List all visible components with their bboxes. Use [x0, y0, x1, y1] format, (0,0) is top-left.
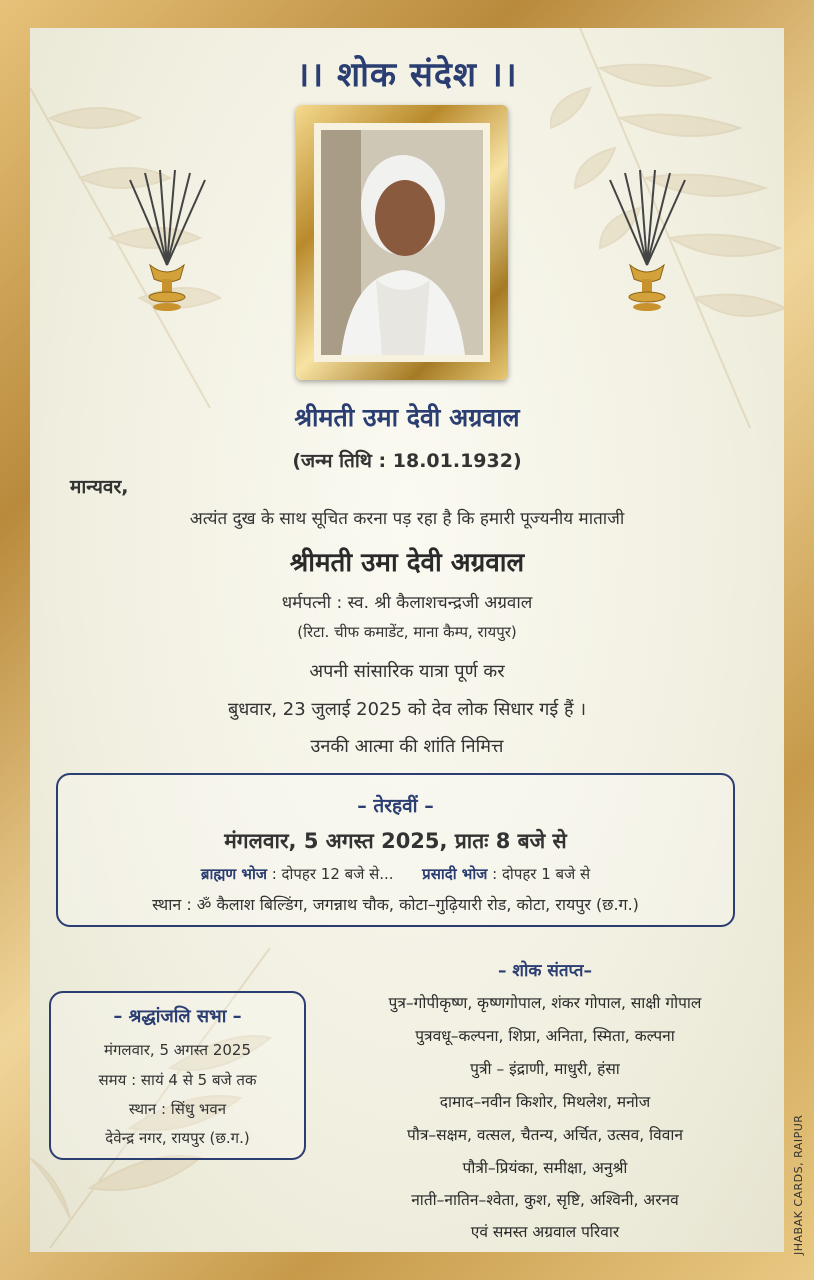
- brahman-bhoj-time: : दोपहर 12 बजे से...: [266, 865, 394, 883]
- announcement-line: अत्यंत दुख के साथ सूचित करना पड़ रहा है कि हमारी पूज्यनीय माताजी: [189, 509, 625, 529]
- terahvi-heading: – तेरहवीं –: [357, 795, 434, 817]
- prasadi-bhoj-time: : दोपहर 1 बजे से: [487, 865, 591, 883]
- terahvi-datetime: मंगलवार, 5 अगस्त 2025, प्रातः 8 बजे से: [224, 829, 567, 853]
- salutation: मान्यवर,: [70, 476, 129, 498]
- portrait-frame: [296, 105, 508, 380]
- portrait-photo: [321, 130, 483, 355]
- brahman-bhoj-label: ब्राह्मण भोज: [200, 865, 267, 883]
- peace-line: उनकी आत्मा की शांति निमित्त: [310, 736, 504, 757]
- list-item: पुत्र–गोपीकृष्ण, कृष्णगोपाल, शंकर गोपाल, साक्षी गोपाल: [388, 994, 702, 1012]
- deceased-name: श्रीमती उमा देवी अग्रवाल: [294, 403, 520, 432]
- page-title: ।। शोक संदेश ।।: [296, 55, 518, 95]
- death-date-line: बुधवार, 23 जुलाई 2025 को देव लोक सिधार गई हैं ।: [227, 699, 587, 720]
- shraddhanjali-date: मंगलवार, 5 अगस्त 2025: [103, 1041, 252, 1059]
- birth-date: (जन्म तिथि : 18.01.1932): [292, 450, 522, 472]
- shraddhanjali-address: देवेन्द्र नगर, रायपुर (छ.ग.): [105, 1129, 250, 1147]
- deceased-name-repeat: श्रीमती उमा देवी अग्रवाल: [289, 548, 525, 578]
- mourners-list: [320, 958, 770, 1248]
- list-item: दामाद–नवीन किशोर, मिथलेश, मनोज: [439, 1093, 651, 1111]
- incense-lamp-right-icon: [600, 165, 695, 315]
- list-item: एवं समस्त अग्रवाल परिवार: [470, 1223, 620, 1241]
- list-item: पुत्रवधू–कल्पना, शिप्रा, अनिता, स्मिता, कल्पना: [415, 1027, 675, 1045]
- list-item: पुत्री – इंद्राणी, माधुरी, हंसा: [470, 1060, 620, 1078]
- list-item: पौत्र–सक्षम, वत्सल, चैतन्य, अर्चित, उत्सव, विवान: [407, 1126, 683, 1144]
- terahvi-place: स्थान : ॐ कैलाश बिल्डिंग, जगन्नाथ चौक, कोटा–गुढ़ियारी रोड, कोटा, रायपुर (छ.ग.): [152, 895, 639, 914]
- spouse-rank: (रिटा. चीफ कमाडेंट, माना कैम्प, रायपुर): [297, 623, 517, 641]
- portrait-figure-icon: [321, 130, 483, 355]
- prasadi-bhoj-label: प्रसादी भोज: [422, 865, 488, 883]
- incense-lamp-left-icon: [120, 165, 215, 315]
- shraddhanjali-venue: स्थान : सिंधु भवन: [128, 1100, 227, 1118]
- shraddhanjali-time: समय : सायं 4 से 5 बजे तक: [98, 1071, 257, 1089]
- shraddhanjali-heading: – श्रद्धांजलि सभा –: [113, 1006, 242, 1027]
- terahvi-box: [56, 773, 735, 927]
- meal-times: [58, 864, 733, 884]
- list-item: नाती–नातिन–श्वेता, कुश, सृष्टि, अश्विनी, अरनव: [411, 1191, 679, 1209]
- printer-credit: JHABAK CARDS, RAIPUR: [792, 1114, 805, 1255]
- list-item: पौत्री–प्रियंका, समीक्षा, अनुश्री: [462, 1159, 628, 1177]
- journey-line: अपनी सांसारिक यात्रा पूर्ण कर: [309, 661, 505, 682]
- spouse-line: धर्मपत्नी : स्व. श्री कैलाशचन्द्रजी अग्रवाल: [281, 593, 533, 613]
- shraddhanjali-box: [49, 991, 306, 1160]
- mourners-heading: – शोक संतप्त–: [498, 961, 592, 981]
